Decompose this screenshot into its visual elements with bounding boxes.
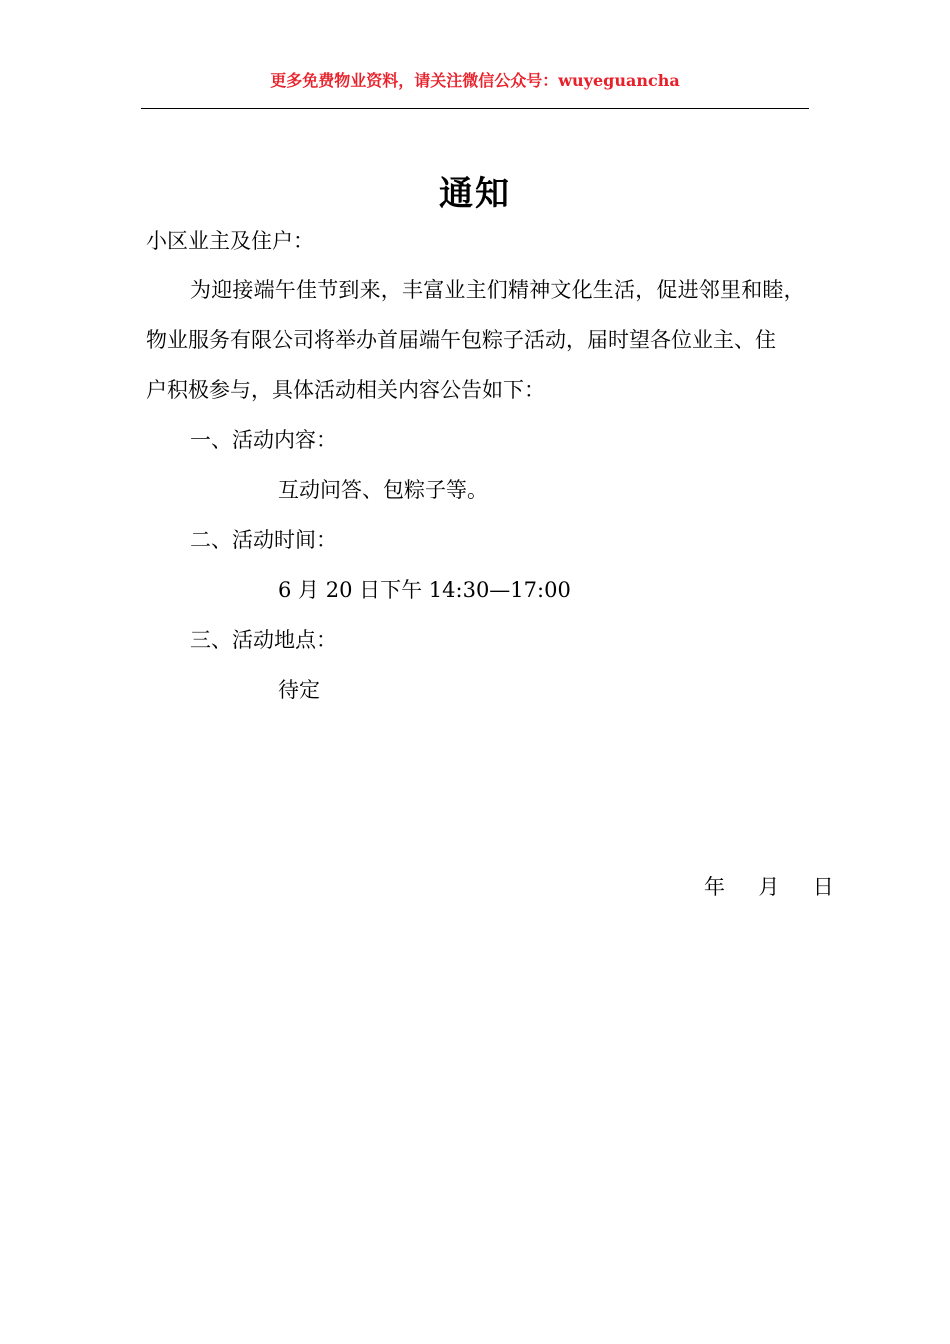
section-body-location: 待定 [278,678,320,702]
date-line: 年 月 日 [704,875,834,899]
paragraph-line: 为迎接端午佳节到来，丰富业主们精神文化生活，促进邻里和睦， [190,278,805,302]
paragraph-line: 户积极参与，具体活动相关内容公告如下： [146,378,545,402]
page-title: 通知 [439,174,511,214]
header-note: 更多免费物业资料，请关注微信公众号：wuyeguancha [270,71,680,90]
header-divider [141,108,809,109]
paragraph-line: 物业服务有限公司将举办首届端午包粽子活动，届时望各位业主、住 [146,328,776,352]
section-heading-content: 一、活动内容： [190,428,337,452]
section-body-content: 互动问答、包粽子等。 [278,478,488,502]
section-heading-time: 二、活动时间： [190,528,337,552]
salutation: 小区业主及住户： [146,229,314,253]
section-body-time: 6 月 20 日下午 14:30—17:00 [278,578,571,602]
section-heading-location: 三、活动地点： [190,628,337,652]
